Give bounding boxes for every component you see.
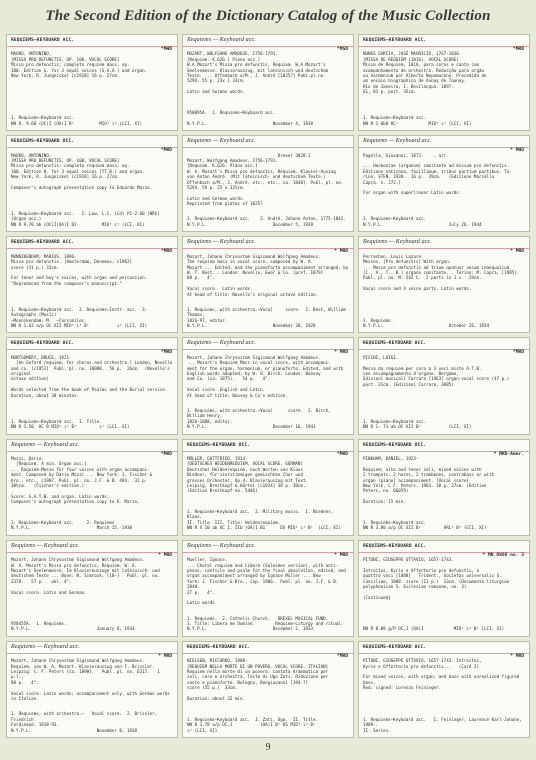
catalog-card xyxy=(182,337,354,434)
card-body-text: Mozart, Johann Chrysostom Sigismund Wolfgang Amadeus. The requiem mass in vocal score, composed by W. A. Mozart ... Edited, and the pianoforte accompaniment arranged, by W. T. Best... London: Novello, Ewer & Co. [pref. 1879] 88 p. 4°. Vocal score. Latin words. At head of title: Novello's original octavo edition. xyxy=(187,253,349,297)
catalog-card xyxy=(182,439,354,536)
card-call-mark: *MRD xyxy=(336,451,348,457)
card-body-text: MAURO, ANTONINO, [MISSA PRO DEFUNCTIS, OP. 100, VOCAL SCORE] Missa pro defunctis; completo requiem mass, op. 100. Edition H. for 3 equal voices (TT.B.) and organ. New York, R. Jungnickel [c1918] 16 p. 27cm. Composer's autograph presentation copy to Eduardo Marzo. xyxy=(11,152,153,190)
card-call-mark: *MRD xyxy=(160,148,172,154)
card-ruling-line xyxy=(7,552,177,553)
catalog-card xyxy=(358,439,530,536)
card-call-mark: * MN D866 no. 3 xyxy=(482,552,524,558)
card-ruling-line xyxy=(183,147,353,148)
card-tracings: 1. Requiems—Keyboard acc. 2. André, Johann Anton, 1775-1842. N.Y.P.L. December 5, 1939 xyxy=(187,216,346,227)
card-call-mark: *MSD xyxy=(336,47,348,52)
card-ruling-line xyxy=(183,653,353,654)
card-call-mark: *MRD xyxy=(336,653,348,659)
card-tracings: 1. Requiems—Keyboard acc. NN R. 9.60 (OC)I (OA)I B¹ MIO³ ı³ (LCI, XI) xyxy=(11,115,143,126)
catalog-card xyxy=(358,337,530,434)
card-heading: Requiems — Keyboard acc. xyxy=(11,542,80,549)
card-ruling-line xyxy=(359,349,529,350)
card-tracings: 1. Requiems—Keyboard acc. 2. Requiems—Instr. acc. 3. Autographs (Music) —Monnikendam, M. —Facsimiles. NN R 1.63 a/p OC XII MIO³ ı³ B¹ ı³ (LCI, XI) xyxy=(11,306,148,329)
card-body-text: NUNES GARCIA, JOSÉ MAURICIO, 1767-1830. [MISSA DE REQUIEM (1816). VOCAL SCORE] Missa de Requiem, 1816, para coros e canto com acompanhamento de orchestra. Reducção para orgão ou harmonium por Alberto Nepomuceno. Procedida de um ensaio biographico de Aunay de Taunay. Rio de Janeiro, I. Bevilacqua, 1897. 61, 83 p. port. 35cm. xyxy=(363,51,487,95)
card-call-mark: * MRD xyxy=(334,249,348,255)
card-body-text: MOZART, WOLFGANG AMADEUS, 1756-1791. [Requiem. K.626.] Piano acc.] W.A.Mozart's Missa pro defunctis, Requiem. W.A.Mozart's Seelenmesse. Klavierauszug, mit lateinisch-und deutschem Texte. ... Offenbach a/M., J. André [1825?] Publ.pl.no. 5294. 55 p. 23x 1 33cm. Latin and German words. xyxy=(187,51,329,95)
card-ruling-line xyxy=(7,451,177,452)
card-tracings: 1. Requiems. N.Y.P.L. October 26, 1934 xyxy=(363,317,490,329)
catalog-card xyxy=(358,641,530,738)
card-ruling-line xyxy=(183,46,353,47)
catalog-card xyxy=(6,337,178,434)
card-call-mark: * MRD-Amer. xyxy=(493,451,524,457)
card-heading: REQUIEMS—KEYBOARD ACC. xyxy=(187,442,251,448)
card-call-mark: * MHD xyxy=(510,148,524,154)
card-heading: REQUIEMS—KEYBOARD ACC. xyxy=(363,543,427,549)
card-ruling-line xyxy=(7,349,177,350)
card-call-mark: * MRD xyxy=(158,653,172,659)
card-call-mark: *MRD xyxy=(512,350,524,356)
card-call-mark: *MRD xyxy=(160,249,172,255)
card-heading: REQUIEMS—KEYBOARD ACC. xyxy=(363,644,427,650)
card-body-text: Perrachon, Louis Lazare. Messes. [Pro defunctis] With organ. ... Messa pro defunctis ad trium quatuor vocum inaequalium (C., A., T., B.) organo comitante... Torino: M. Capra, [1905]. Publ. pl. no. M. 542 C. 2 parts in 1 v. 29cm. Vocal score and 4 voice parts. Latin words. xyxy=(363,253,520,292)
card-heading: Requiems — Keyboard acc. xyxy=(187,239,256,246)
card-tracings: 1. Requiems, with orchestra.— Vocal score. 2. Brissler, Friedrich Ferdinand, 1818-93. N.Y.P.L. November 8, 1938 xyxy=(11,711,158,733)
page-title: The Second Edition of the Dictionary Catalog of the Music Collection xyxy=(45,8,491,24)
page-number: 9 xyxy=(265,742,271,753)
catalog-card xyxy=(182,135,354,232)
card-heading: Requiems — Keyboard acc. xyxy=(187,138,256,145)
card-tracings: 1. Requiems, with orchestra.—Vocal score. 2. Best, William Thomas, 1826-97, editor. N.Y.P.L. November 20, 1928 xyxy=(187,306,346,329)
catalog-card-grid xyxy=(6,34,530,738)
card-heading: Requiems — Keyboard acc. xyxy=(11,441,80,448)
card-tracings: 1. Requiems—Keyboard acc. 2. Requiems N.Y.P.L. March 15, 1930 xyxy=(11,519,133,531)
catalog-card xyxy=(6,236,178,333)
card-heading: REQUIEMS—KEYBOARD ACC. xyxy=(11,240,75,246)
card-tracings: 1. Requiems—Keyboard acc. NN R 3.80 a/p OC XII B¹ ARL³ B³ (CC1, XI) xyxy=(363,519,487,531)
card-heading: Requiems — Keyboard acc. xyxy=(187,340,256,347)
card-body-text: PITONI, GIUSEPPE OTTAVIO, 1657-1743. Introitus, Kyrie e Offertorio pro defunctis... (Card 2) For mixed voices, with organ; and bass with unrealized figured bass. Red, signed: Lorenzo Feininger. xyxy=(363,658,520,691)
card-heading: Requiems — Keyboard acc. xyxy=(11,643,80,650)
card-tracings: NN R 8.89 g/P OC,I (OA)I MIO³ ı³ B¹ (LCI, XI) xyxy=(363,626,505,632)
card-body-text: Mozart, Johann Chrysostom Sigismund Wolfgang Amadeus. W. A. Mozart's Missa pro defunctis, Requiem. W. A. Mozart's Seelenmesse. Im Klavierauszuge mit lateinisch- und deutschem Texte ... Bonn: N. Simrock, [18—] Publ. pl. no. 2378. 57 p. obl. 4°. Vocal score. Latin and German. xyxy=(11,557,160,595)
card-heading: Requiems — Keyboard acc. xyxy=(363,138,432,145)
card-tracings: 1. Requiems, with orchestra.—Vocal score. 2. Birch, William Henry, 1826-1888, editor. N.Y.P.L. December 16, 1941 xyxy=(187,407,331,430)
catalog-card xyxy=(6,439,178,536)
card-body-text: Drexel 3028.1 Mozart, Wolfgang Amadeus, 1756-1791. [Requiem. K.626. Piano acc.] W. A. Mozart's Missa pro defunctis, Requiem. Klavier-Auszug von Anton André. (Mit lateinisch- und deutschem Texte.) Offenbach a/M., J. André, etc., etc., ca. 1840]. Publ. pl. no. 5294. 59 p. 25 x 32½cm. Latin and German words. Reprinted from plates of 1825? xyxy=(187,152,344,207)
catalog-card xyxy=(6,641,178,738)
card-tracings: 1. Requiems. 2. Catholic Church. DREXEL MUSICAL FUND. 3. Title: Libera me Domine. Requiem—Liturgy and ritual. N.Y.P.L. December 2, 1933 xyxy=(187,615,344,632)
card-body-text: PINKHAM, DANIEL, 1923- Requiem; alto and tenor soli, mixed voices with 2 trumpets, 2 horns, 2 trombones, contrabass or with organ (piano) accompaniment. [Vocal score] New York, C.F. Peters, 1963. 38 p. 27cm. (Edition Peters, no. 66059) Duration: 15 min. xyxy=(363,455,495,505)
catalog-card xyxy=(182,540,354,637)
card-tracings: 1. Requiems—Keyboard acc. 2. Low, L.C. (Cd) P1-2-60 (NRh) (Organ acc.) NN R 9.70 ab (OC)I(OA)I B1 MIO³ ı³ (LCI, XI) xyxy=(11,211,160,227)
card-body-text: Mueller, Ignace. ... Choral requiem and Libera (Solesmes version), with anti- phons, canticle and psalm for the final absolution, edited, and organ accompaniment arranged by Ignace Müller ... New York: J. Fischer & Bro., cop. 1906. Publ. pl. no. J.F. & B. 2848. 27 p. 4°. Latin words. xyxy=(187,557,346,606)
catalog-card xyxy=(358,540,530,637)
card-body-text: MONTGOMERY, BRUCE, 1921- [An Oxford requiem, for chorus and orchestra.] London, Novello and co. [c1951] Publ. pl. no. 18088. 56 p. 26cm. (Novello's original octavo edition) Words selected from the book of Psalms and the Burial service. Duration, about 30 minutes. xyxy=(11,354,173,398)
card-body-text: MAURO, ANTONINO, [MISSA PRO DEFUNCTIS, OP. 100, VOCAL SCORE] Missa pro defunctis; completo requiem mass, op. 100. Edition G. for 3 equal voices (S.A.A.) and organ. New York, R. Jungnickel [c1918] 16 p. 27cm. xyxy=(11,51,148,79)
card-heading: Requiems — Keyboard acc. xyxy=(363,239,432,246)
card-heading: REQUIEMS—KEYBOARD ACC. xyxy=(363,341,427,347)
card-ruling-line xyxy=(7,248,177,249)
card-heading: REQUIEMS—KEYBOARD ACC. xyxy=(363,442,427,448)
card-body-text: Pagella, Giovanni, 1872- , arr. ... Harmoniae (organum) comitante ad missam pro defunctis. Editione vaticana, facillimum, tribus partium partibus. To- rino. STEN, 1938. 16 p. 29cm. (Edizione Marcello Capra. n. 272.) For organ with superlinear Latin words. xyxy=(363,152,512,196)
card-ruling-line xyxy=(183,248,353,249)
card-heading: REQUIEMS—KEYBOARD ACC. xyxy=(11,341,75,347)
card-tracings: 1. Requiems—Keyboard acc. I. Title. NN R 3.50 OC B MIO³ ı³ B¹ ı³ (LC1, XI) xyxy=(11,418,130,430)
card-body-text: Mozart, Johann Chrysostom Sigismund Wolfgang Amadeus. ... Mozart's Requiem Mass in vocal score, with accompani- ment for the organ, harmonium, or pianoforte. Edited, and with English words adapted, by W. H. Birch. London: Boosey and Co. (ca. 1875). 54 p. 4°. Vocal score. English and Latin. At head of title: Boosey & Co's edition. xyxy=(187,354,344,398)
catalog-card xyxy=(182,641,354,738)
card-tracings: 1. Requiems—Keyboard acc. I. Zati, Ugo. II. Title. NN R 3.78 a/p OC,I (OA)I B¹ DS MIO³ ı³ B¹ ı³ (LCI, XI) xyxy=(187,716,319,733)
catalog-card xyxy=(182,236,354,333)
catalog-card xyxy=(358,236,530,333)
card-body-text: PICCHI, LUIGI. Messa da requiem per coro a 3 voci miste A.T.B. con accompagnamento d'organo. Bergamo, Edizioni musicali Carrara [1963] organ-vocal score (47 p.) port. 31cm. (Edizioni Carrara, 3085) xyxy=(363,354,510,387)
card-call-mark: * MRD xyxy=(334,350,348,356)
card-ruling-line xyxy=(7,46,177,47)
card-ruling-line xyxy=(359,46,529,47)
card-tracings: 1. Requiems—Keyboard acc. 2. Military music. I. Niedner, Klaus, II. Title. III. Title: Heldenrequiem. NN R X 10 ab OC I, IIb (OA)I B1 DS MIO³ ı³ B¹ (LCI, XI) xyxy=(187,509,341,531)
card-tracings: 1. Requiems—Keyboard acc. N.Y.P.L. July 26, 1944 xyxy=(363,216,482,227)
card-body-text: Mozzi, Dario. [Requiem. A min. Organ acc.] ... Requiem-Messe für four voices with organ accompani- ment. Composed by Dario Mozzi ... New York: J. Fischer & bro., etc., c1907. Publ. pl. no. J.F. & B. 494. 32 p. 30½cm. (Fischer's edition.) Score: S.A.T.B. and organ. Latin words. Composer's autograph presentation copy to E. Marzo. xyxy=(11,455,153,505)
card-call-mark: * MRD xyxy=(334,552,348,558)
card-ruling-line xyxy=(183,451,353,452)
card-body-text: MÜLLER, GOTTFRIED, 1914- [DEUTSCHES HEIDENREQUIEM. VOCAL SCORE. GERMAN] Deutsches Heldenrequiem, nach Worten von Klaus Niedner, für vierstimmigen gemischten Chor und grosses Orchester, Op.4. Klavierauszug mit Text. Leipzig, Breitkopf & Härtel [c1934] 38 p. 30cm. (Edition Breitkopf no. 5446) xyxy=(187,455,309,494)
card-call-mark: * MRD xyxy=(510,653,524,659)
card-ruling-line xyxy=(183,349,353,350)
card-heading: Requiems — Keyboard acc. xyxy=(187,37,256,43)
card-ruling-line xyxy=(359,248,529,249)
catalog-card xyxy=(182,34,354,131)
card-body-text: PITONI, GIUSEPPE OTTAVIO, 1657-1743. Introitus, Kyrie e Offertorio pro defunctis, a quattro voci [1888] Trident., Societas universalis S. Caeciliae, 1888. score (11 p.) 33cm. (Documenta liturgiae polyphonicae S. Ecclesiae romanae, no. 3) (Continued) xyxy=(363,557,510,600)
card-ruling-line xyxy=(359,147,529,148)
card-body-text: MONNIKENDAM, MARIUS, 1896- Missa pro defunctis. [Amsterdam, Donemus, c1962] score (31 p.) 33cm. For tenor and boy's voices, with organ and percussion. "Reproduced from the composer's manuscript." xyxy=(11,253,148,286)
card-body-text: NIELSEN, RICCARDO, 1908- [REQUIEM NELLA MORTE DI UN POVERO. VOCAL SCORE. ITALIAN] Requiem nella morte di un povero, cantata drammatica per soli, coro e orchestra. Testo di Ugo Zati. Riduzione per canto e pianoforte. Bologna, Bongiovanni [194-?] score (55 p.) 33cm. Duration: about 32 min. xyxy=(187,658,329,702)
card-ruling-line xyxy=(7,653,177,654)
card-heading: REQUIEMS—KEYBOARD ACC. xyxy=(11,139,75,145)
card-call-mark: *MHD xyxy=(160,47,172,52)
card-tracings: 950455A. 1. Requiems. N.Y.P.L. January 8, 1934 xyxy=(11,621,135,632)
card-tracings: 1. Requiems—Keyboard acc. NN R 1 0b8 OC¹ MIO³ ı³ (LCI, XI) xyxy=(363,115,472,126)
catalog-card xyxy=(358,34,530,131)
card-ruling-line xyxy=(183,552,353,553)
catalog-card xyxy=(6,34,178,131)
card-ruling-line xyxy=(359,653,529,654)
card-tracings: 1. Requiems—Keyboard acc. NN R 1. 71 ab OC XII B¹ (LCI, XI) xyxy=(363,418,472,430)
card-heading: REQUIEMS—KEYBOARD ACC. xyxy=(187,644,251,650)
catalog-card xyxy=(6,135,178,232)
card-heading: REQUIEMS—KEYBOARD ACC. xyxy=(363,38,427,43)
card-call-mark: * MRD xyxy=(510,249,524,255)
card-heading: REQUIEMS—KEYBOARD ACC. xyxy=(11,38,75,43)
card-call-mark: *MRD xyxy=(160,451,172,457)
card-call-mark: * MRD xyxy=(158,552,172,558)
card-tracings: 950095A. 1. Requiems—Keyboard acc. N.Y.P.L. November 4, 1938 xyxy=(187,109,314,126)
card-body-text: Mozart, Johann Chrysostom Sigismund Wolfgang Amadeus. Requiem, von W. A. Mozart. Klavierauszug von F. Brissler. Leipzig: C. F. Peters [ca. 1890]. Publ. pl. no. 6317. 1 p.l., 80 p. 4°. Vocal score. Latin words; accompaniment only, with German words in Italian. xyxy=(11,658,170,702)
card-call-mark: *MRD xyxy=(512,47,524,52)
card-tracings: 1. Requiems—Keyboard acc. I. Feininger, Laurence Karl Johann, 1909-. II. Series. xyxy=(363,716,522,733)
catalog-card xyxy=(6,540,178,637)
card-ruling-line xyxy=(7,147,177,148)
catalog-card xyxy=(358,135,530,232)
card-call-mark: *MRD xyxy=(160,350,172,356)
card-heading: Requiems — Keyboard acc. xyxy=(187,542,256,549)
